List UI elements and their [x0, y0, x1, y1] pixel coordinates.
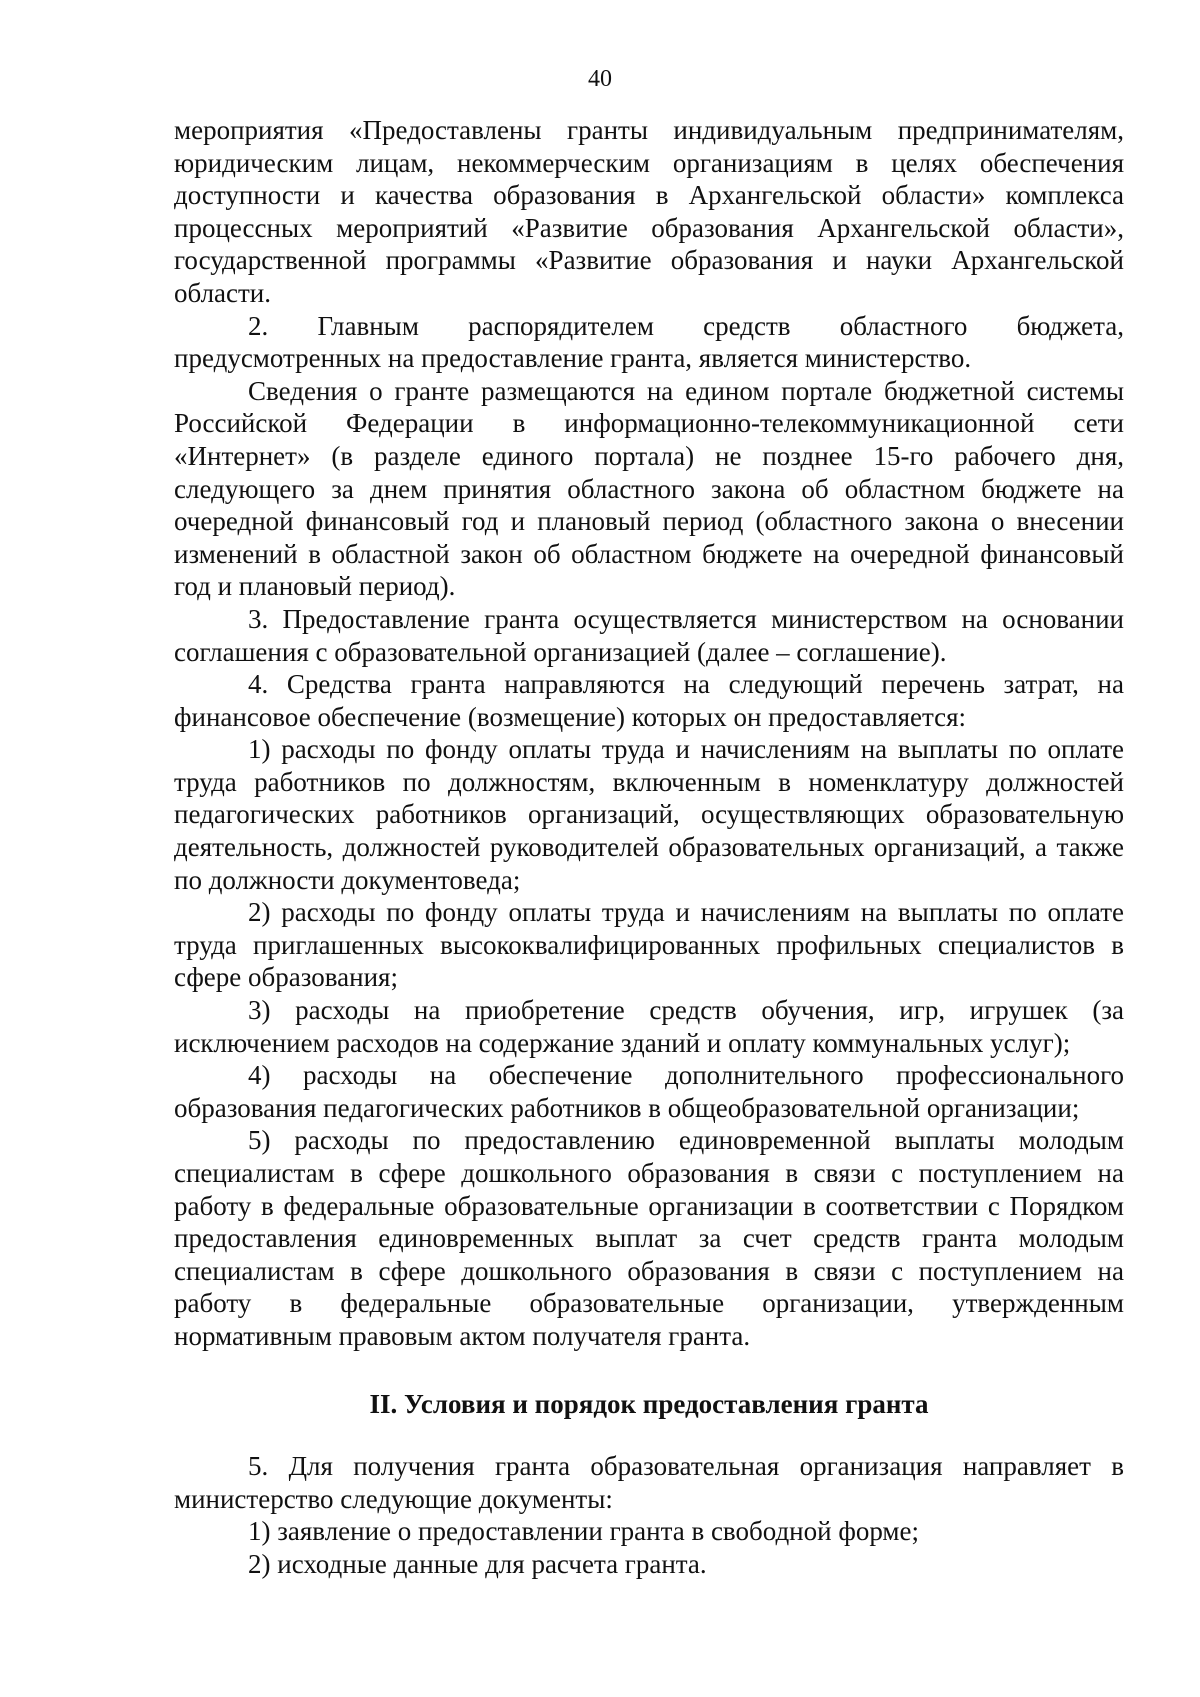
section-heading: II. Условия и порядок предоставления гранта [369, 1388, 929, 1419]
list-item-expense-4: 4) расходы на обеспечение дополнительного профессионального образования педагогических работников в общеобразовательной организации; [174, 1060, 1124, 1123]
list-item-document-1: 1) заявление о предоставлении гранта в свободной форме; [248, 1516, 919, 1547]
page-number: 40 [588, 66, 612, 92]
paragraph-grant-info: Сведения о гранте размещаются на едином портале бюджетной системы Российской Федерации в информационно-телекоммуникационной сети «Интернет» (в разделе единого портала) не позднее 15-го рабочего дня, следующего за днем принятия областного закона об областном бюджете на очередной финансовый год и плановый период (областного закона о внесении изменений в областной закон об областном бюджете на очередной финансовый год и плановый период). [174, 375, 1124, 602]
document-body [174, 114, 1124, 1581]
paragraph-event-description: мероприятия «Предоставлены гранты индивидуальным предпринимателям, юридическим лицам, некоммерческим организациям в целях обеспечения доступности и качества образования в Архангельской области» комплекса процессных мероприятий «Развитие образования Архангельской области», государственной программы «Развитие образования и науки Архангельской области. [174, 115, 1124, 308]
list-item-expense-2: 2) расходы по фонду оплаты труда и начислениям на выплаты по оплате труда приглашенных высококвалифицированных профильных специалистов в сфере образования; [174, 897, 1124, 993]
list-item-expense-3: 3) расходы на приобретение средств обучения, игр, игрушек (за исключением расходов на содержание зданий и оплату коммунальных услуг); [174, 995, 1124, 1058]
paragraph-item-5: 5. Для получения гранта образовательная организация направляет в министерство следующие документы: [174, 1451, 1124, 1514]
paragraph-item-3: 3. Предоставление гранта осуществляется министерством на основании соглашения с образовательной организацией (далее – соглашение). [174, 603, 1124, 667]
list-item-expense-5: 5) расходы по предоставлению единовременной выплаты молодым специалистам в сфере дошкольного образования в связи с поступлением на работу в федеральные образовательные организации в соответствии с Порядком предоставления единовременных выплат за счет средств гранта молодым специалистам в сфере дошкольного образования в связи с поступлением на работу в федеральные образовательные организации, утвержденным нормативным правовым актом получателя гранта. [174, 1125, 1124, 1351]
paragraph-item-4: 4. Средства гранта направляются на следующий перечень затрат, на финансовое обеспечение (возмещение) которых он предоставляется: [174, 669, 1124, 732]
list-item-expense-1: 1) расходы по фонду оплаты труда и начислениям на выплаты по оплате труда работников по должностям, включенным в номенклатуру должностей педагогических работников организаций, осуществляющих образовательную деятельность, должностей руководителей образовательных организаций, а также по должности документоведа; [174, 734, 1124, 895]
paragraph-item-2: 2. Главным распорядителем средств областного бюджета, предусмотренных на предоставление гранта, является министерство. [174, 310, 1124, 374]
list-item-document-2: 2) исходные данные для расчета гранта. [248, 1548, 707, 1579]
